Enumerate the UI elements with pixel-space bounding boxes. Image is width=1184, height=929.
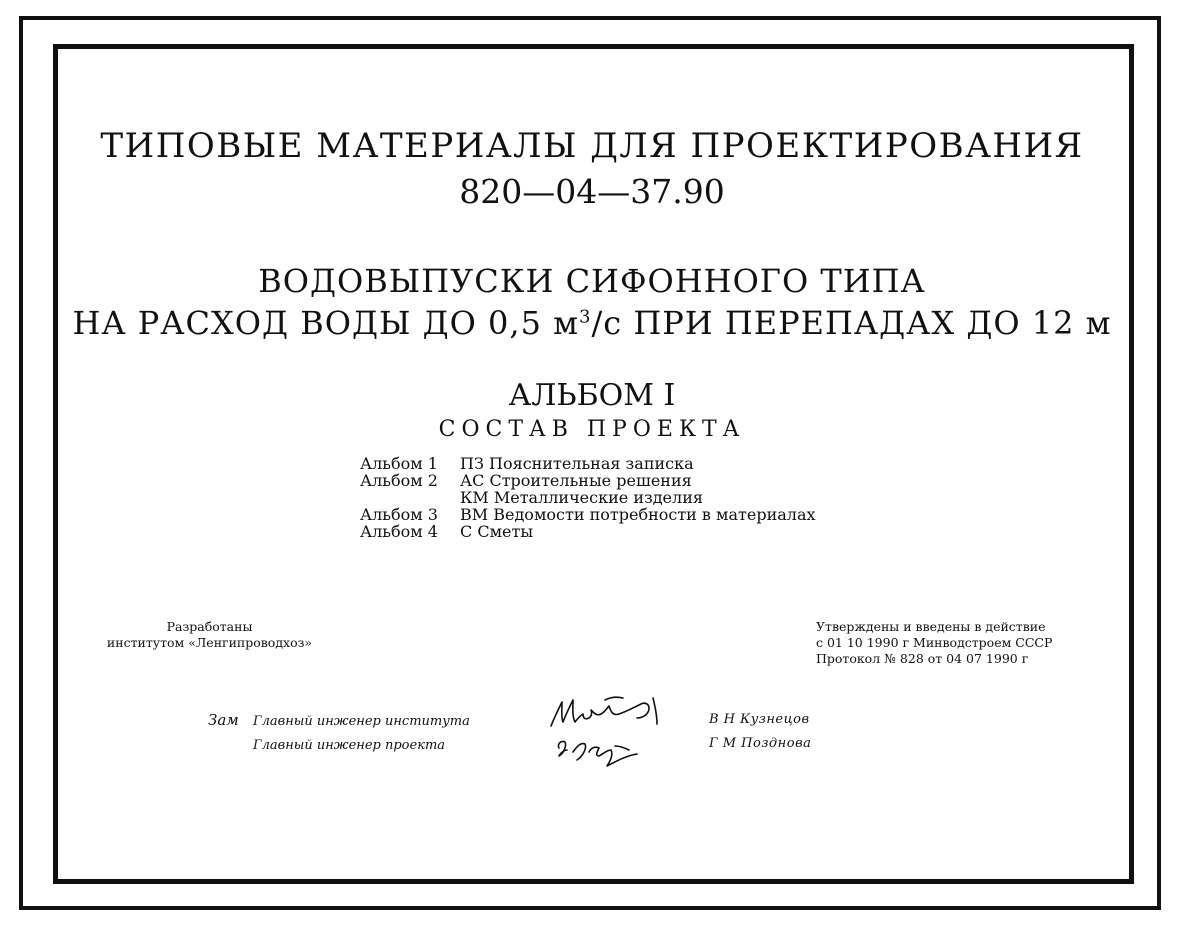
chief-engineer-institute-label: Главный инженер института [253,714,470,729]
contents-list [360,455,816,540]
approval-line-3: Протокол № 828 от 04 07 1990 г [816,651,1029,666]
developer-line-2: институтом «Ленгипроводхоз» [106,635,313,650]
developer-line-1: Разработаны [166,619,253,634]
signatory-name-1: В Н Кузнецов [709,712,810,727]
album-description: АС Строительные решения [460,471,692,490]
deputy-prefix: Зам [208,711,239,729]
developer-block [102,619,317,651]
album-title: АЛЬБОМ I [508,378,676,413]
series-title: ТИПОВЫЕ МАТЕРИАЛЫ ДЛЯ ПРОЕКТИРОВАНИЯ [100,126,1084,166]
list-item [360,472,816,489]
album-description: С Сметы [460,522,534,541]
list-item [360,523,816,540]
album-number: Альбом 4 [360,522,438,541]
subject-line-1: ВОДОВЫПУСКИ СИФОННОГО ТИПА [258,262,926,300]
approval-block [816,619,1052,667]
approval-line-2: с 01 10 1990 г Минводстроем СССР [816,635,1053,650]
subject-line-2-tail: /с ПРИ ПЕРЕПАДАХ ДО 12 м [591,304,1112,342]
album-description: КМ Металлические изделия [460,488,703,507]
album-description: ВМ Ведомости потребности в материалах [460,505,816,524]
approval-line-1: Утверждены и введены в действие [816,619,1046,634]
subject-line-2-main: НА РАСХОД ВОДЫ ДО 0,5 м [72,304,579,342]
signature-image [545,690,670,770]
list-item [360,489,816,506]
album-number: Альбом 3 [360,505,438,524]
album-number [360,489,460,506]
subject-line-2 [0,304,1184,342]
list-item [360,455,816,472]
series-number: 820—04—37.90 [459,172,725,211]
chief-engineer-project-label: Главный инженер проекта [253,738,446,753]
signatory-name-2: Г М Позднова [709,736,812,751]
album-number: Альбом 1 [360,454,438,473]
album-description: ПЗ Пояснительная записка [460,454,694,473]
album-number: Альбом 2 [360,471,438,490]
superscript-3: 3 [579,306,592,328]
contents-heading: СОСТАВ ПРОЕКТА [438,417,746,442]
list-item [360,506,816,523]
